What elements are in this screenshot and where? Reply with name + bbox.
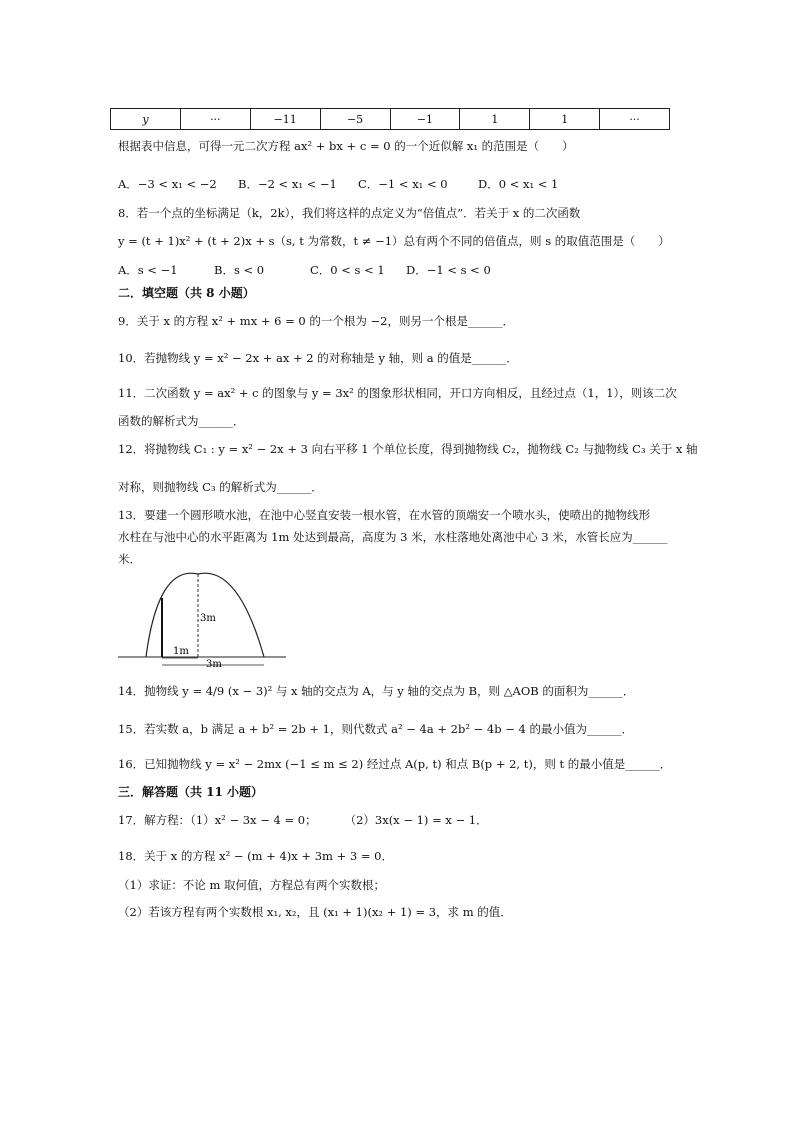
option-a: A．s < −1 [118,263,178,277]
table-row [111,109,670,130]
question-8-line2: y = (t + 1)x² + (t + 2)x + s（s, t 为常数，t ≠ −1）总有两个不同的倍值点，则 s 的取值范围是（ ） [118,234,670,248]
table-cell: −5 [320,109,390,130]
table-cell: y [111,109,181,130]
table-cell: ··· [180,109,250,130]
question-11-line1: 11．二次函数 y = ax² + c 的图象与 y = 3x² 的图象形状相同，开口方向相反，且经过点（1，1），则该二次 [118,386,677,400]
option-d: D．0 < x₁ < 1 [478,177,559,191]
option-c: C．0 < s < 1 [310,263,385,277]
table-cell: ··· [600,109,670,130]
table-cell: −1 [390,109,460,130]
value-table [110,108,670,130]
question-17-part2: （2）3x(x − 1) = x − 1． [344,813,488,827]
question-17 [118,812,488,828]
question-18-part2: （2）若该方程有两个实数根 x₁, x₂，且 (x₁ + 1)(x₂ + 1) = 3，求 m 的值． [118,905,512,919]
question-8-line1: 8．若一个点的坐标满足（k，2k），我们将这样的点定义为“倍值点”．若关于 x 的二次函数 [118,206,581,220]
fountain-figure [118,568,288,668]
label-height: 3m [200,613,216,624]
question-18-stem: 18．关于 x 的方程 x² − (m + 4)x + 3m + 3 = 0． [118,849,393,863]
question-12-line2: 对称，则抛物线 C₃ 的解析式为______． [118,480,323,494]
question-10: 10．若抛物线 y = x² − 2x + ax + 2 的对称轴是 y 轴，则 a 的值是______． [118,351,518,365]
question-9: 9．关于 x 的方程 x² + mx + 6 = 0 的一个根为 −2，则另一个根是______． [118,314,514,328]
section-2-title: 二．填空题（共 8 小题） [118,286,255,300]
question-15: 15．若实数 a，b 满足 a + b² = 2b + 1，则代数式 a² − 4a + 2b² − 4b − 4 的最小值为______． [118,722,633,736]
option-b: B．−2 < x₁ < −1 [238,177,337,191]
question-7-stem: 根据表中信息，可得一元二次方程 ax² + bx + c = 0 的一个近似解 x₁ 的范围是（ ） [118,139,574,153]
label-1m: 1m [173,646,189,657]
question-13-line2: 水柱在与池中心的水平距离为 1m 处达到最高，高度为 3 米，水柱落地处离池中心 3 米，水管长应为______ [118,530,668,544]
question-16: 16．已知抛物线 y = x² − 2mx (−1 ≤ m ≤ 2) 经过点 A(p, t) 和点 B(p + 2, t)，则 t 的最小值是______． [118,757,672,771]
question-13-line1: 13．要建一个圆形喷水池，在池中心竖直安装一根水管，在水管的顶端安一个喷水头，使喷出的抛物线形 [118,508,651,522]
question-12-line1: 12．将抛物线 C₁ : y = x² − 2x + 3 向右平移 1 个单位长度，得到抛物线 C₂，抛物线 C₂ 与抛物线 C₃ 关于 x 轴 [118,442,698,456]
option-b: B．s < 0 [214,263,265,277]
section-3-title: 三．解答题（共 11 小题） [118,785,264,799]
question-13-line3: 米． [118,552,141,566]
question-14: 14．抛物线 y = 4/9 (x − 3)² 与 x 轴的交点为 A，与 y 轴的交点为 B，则 △AOB 的面积为______． [118,684,635,698]
question-11-line2: 函数的解析式为______． [118,414,245,428]
table-cell: 1 [530,109,600,130]
option-c: C．−1 < x₁ < 0 [358,177,448,191]
question-7-options [118,176,558,192]
question-17-part1: 17．解方程：（1）x² − 3x − 4 = 0； [118,813,317,827]
question-18-part1: （1）求证：不论 m 取何值，方程总有两个实数根； [118,878,386,892]
question-8-options [118,262,491,278]
option-a: A．−3 < x₁ < −2 [118,177,217,191]
label-3m: 3m [206,659,222,668]
option-d: D．−1 < s < 0 [406,263,491,277]
table-cell: 1 [460,109,530,130]
table-cell: −11 [250,109,320,130]
